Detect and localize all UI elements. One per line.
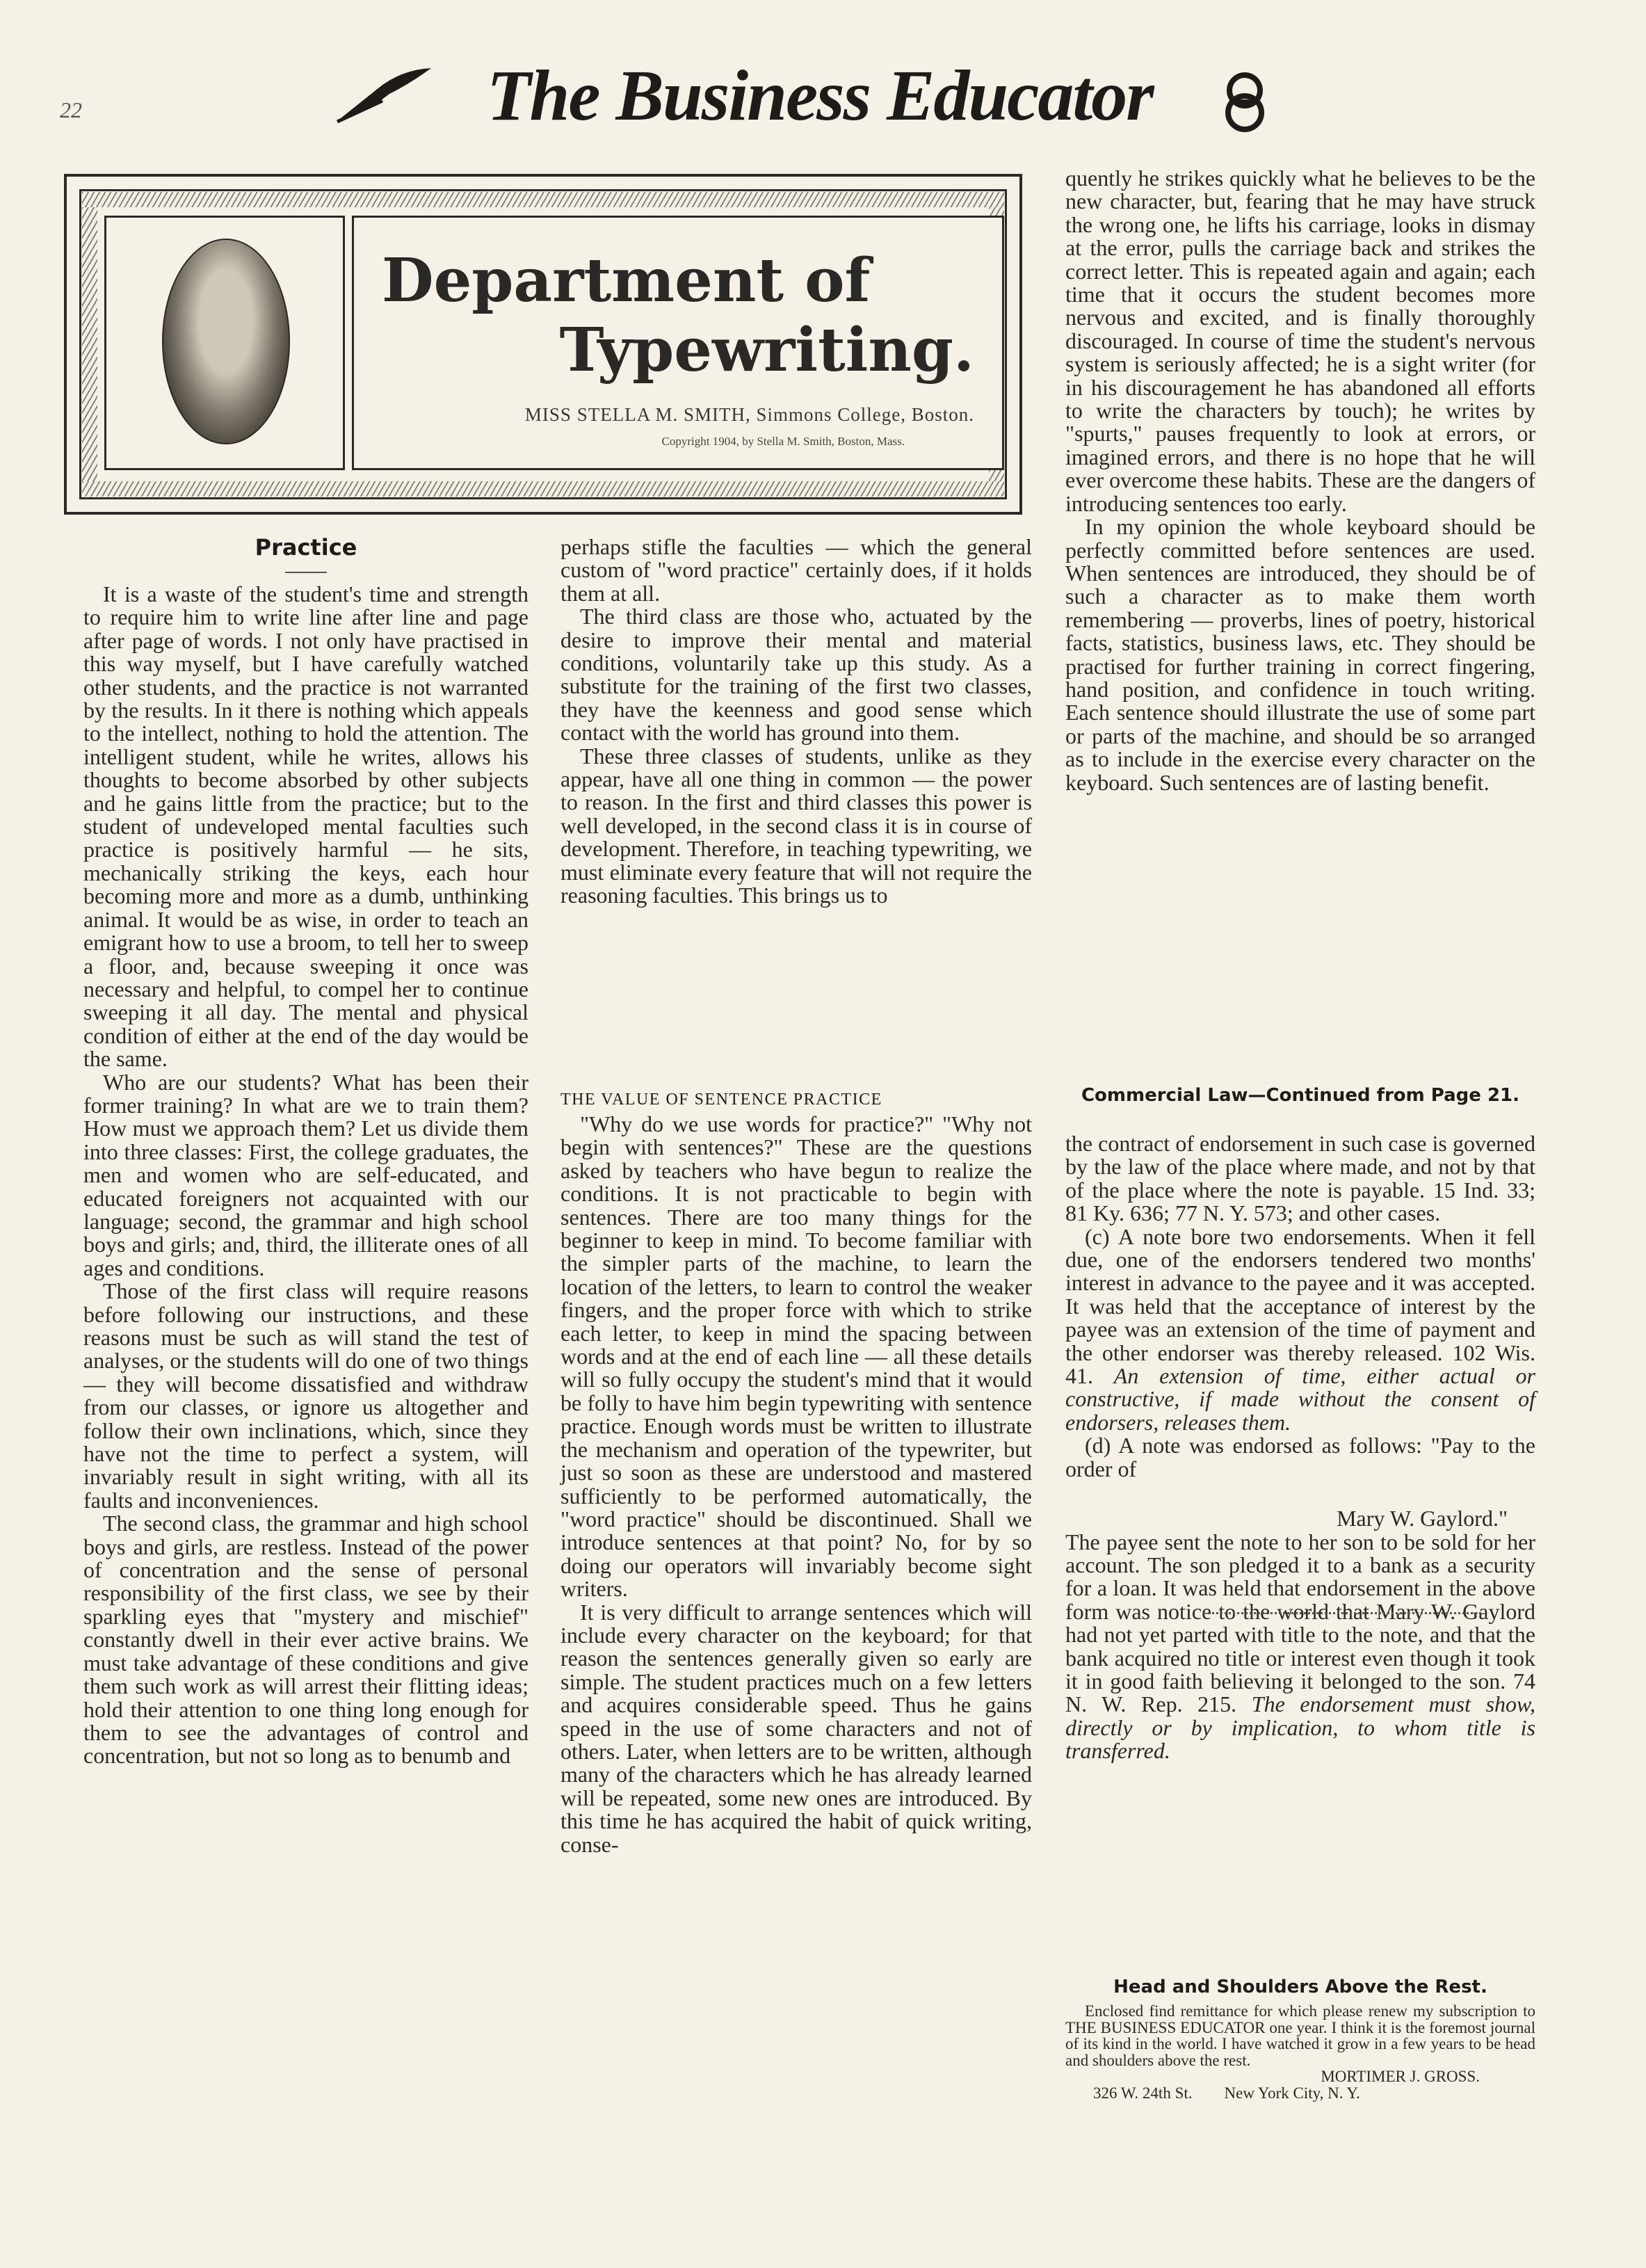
letter-text: Enclosed find remittance for which please renew my subscription to THE BUSINESS EDUCATOR one year. I think it is the foremost journal of its kind in the world. I have watched it grow in a few years to be head and shoulders above the rest. — [1065, 2002, 1535, 2069]
paragraph: perhaps stifle the faculties — which the general custom of "word practice" certainly does, if it holds them at all. — [560, 534, 1032, 606]
practice-heading: Practice — [255, 534, 357, 561]
page-number: 22 — [60, 97, 82, 122]
paragraph-italic: An extension of time, either actual or constructive, if made without the consent of endorsers, releases them. — [1065, 1363, 1536, 1435]
dotted-rule — [1203, 1612, 1481, 1614]
letter-body — [1065, 2003, 1535, 2102]
column-1 — [83, 583, 529, 1768]
title-frame — [352, 216, 1004, 470]
author-byline: MISS STELLA M. SMITH, Simmons College, Boston. — [524, 404, 974, 425]
paragraph: the contract of endorsement in such case is governed by the law of the place where made, and not by that of the place where the note is payable. 15 Ind. 33; 81 Ky. 636; 77 N. Y. 573; and other cases. — [1065, 1131, 1535, 1226]
paragraph: Those of the first class will require reasons before following our instructions, and these reasons must be such as will stand the test of analyses, or the students will do one of two things — they will become dissatisfied and withdraw from our classes, or ignore us altogether and follow their own inclinations, which, since they have not the time to perfect a system, will invariably result in sight writing, with all its faults and inconveniences. — [83, 1278, 529, 1513]
copyright-notice: Copyright 1904, by Stella M. Smith, Boston, Mass. — [661, 435, 905, 448]
sentence-practice-heading: THE VALUE OF SENTENCE PRACTICE — [560, 1091, 882, 1109]
column-2-top — [560, 536, 1032, 908]
paragraph: (d) A note was endorsed as follows: "Pay to the order of — [1065, 1433, 1535, 1481]
commercial-law-heading: Commercial Law—Continued from Page 21. — [1081, 1085, 1520, 1106]
paragraph-italic: The endorsement must show, directly or by implication, to whom title is transferred. — [1065, 1691, 1535, 1764]
paragraph: In my opinion the whole keyboard should be perfectly committed before sentences are used. When sentences are introduced, they should be of such a character as to make them worth remembering — proverbs, lines of poetry, historical facts, statistics, business laws, etc. They should be practised for further training in correct fingering, hand position, and confidence in touch writing. Each sentence should illustrate the use of some part or parts of the machine, and should be so arranged as to include in the exercise every character on the keyboard. Such sentences are of lasting benefit. — [1065, 514, 1535, 795]
monogram-icon — [1217, 70, 1273, 132]
publication-title: The Business Educator — [487, 56, 1153, 136]
paragraph — [1065, 1225, 1535, 1435]
paragraph: Who are our students? What has been their former training? In what are we to train them? How must we approach them? Let us divide them into three classes: First, the college graduates, the men and women who are self-educated, and educated foreigners not acquainted with our language; second, the grammar and high school boys and girls; and, third, the illiterate ones of all ages and conditions. — [83, 1069, 529, 1280]
paragraph: It is a waste of the student's time and strength to require him to write line after line and page after page of words. I not only have practised in this way myself, but I have carefully watched other students, and the practice is not warranted by the results. In it there is nothing which appeals to the intellect, nothing to hold the attention. The intelligent student, while he writes, allows his thoughts to become absorbed by other subjects and he gains little from the practice; but to the student of undeveloped mental faculties such practice is positively harmful — he sits, mechanically striking the keys, each hour becoming more and more as a dumb, unthinking animal. It would be as wise, in order to teach an emigrant how to use a broom, to tell her to sweep a floor, and, because sweeping it once was necessary and helpful, to compel her to continue sweeping it all day. The mental and physical condition of either at the end of the day would be the same. — [83, 581, 529, 1072]
letter-heading: Head and Shoulders Above the Rest. — [1113, 1977, 1487, 1997]
paragraph: The second class, the grammar and high school boys and girls, are restless. Instead of the power of concentration and the sense of personal responsibility of the first class, we see by their sparkling eyes that "mystery and mischief" constantly dwell in their ever active brains. We must take advantage of these conditions and give them such work as will arrest their flitting ideas; hold their attention to one thing long enough for them to see the advantages of control and concentration, but not so long as to benumb and — [83, 1511, 529, 1769]
column-3-top — [1065, 167, 1535, 794]
column-3-middle — [1065, 1132, 1535, 1763]
endorsement-name: Mary W. Gaylord." — [1337, 1506, 1508, 1531]
quill-icon — [334, 63, 438, 125]
department-title-line2: Typewriting. — [559, 315, 974, 385]
paragraph: "Why do we use words for practice?" "Why not begin with sentences?" These are the questions asked by teachers who have begun to realize the conditions. It is not practicable to begin with sentences. There are too many things for the beginner to keep in mind. To become familiar with the simpler parts of the machine, to learn the location of the letters, to learn to control the weaker fingers, and the proper force with which to strike each letter, to keep in mind the spacing between words and at the end of each line — all these details will so fully occupy the student's mind that it would be folly to have him begin typewriting with sentence practice. Enough words must be written to illustrate the mechanism and operation of the typewriter, but just so soon as these are understood and mastered sufficiently to be performed automatically, the "word practice" should be discontinued. Shall we introduce sentences at that point? No, for by so doing our operators will invariably become sight writers. — [560, 1111, 1032, 1602]
paragraph-text: (c) A note bore two endorsements. When it fell due, one of the endorsers tendered two months' interest in advance to the payee and it was accepted. It was held that the acceptance of interest by the payee was an extension of the time of payment and the other endorser was thereby released. 102 Wis. 41. — [1065, 1223, 1535, 1389]
paragraph: It is very difficult to arrange sentences which will include every character on the keyboard; for that reason the sentences generally given so early are simple. The student practices much on a few letters and acquires considerable speed. Thus he gains speed in the use of some characters and not of others. Later, when letters are to be written, although many of the characters which he has already learned will be repeated, some new ones are introduced. By this time he has acquired the habit of quick writing, conse- — [560, 1599, 1032, 1857]
paragraph: The third class are those who, actuated by the desire to improve their mental and material conditions, voluntarily take up this study. As a substitute for the training of the first two classes, they have the keenness and good sense which contact with the world has ground into them. — [560, 604, 1032, 746]
paragraph — [1065, 1531, 1535, 1763]
heading-rule — [285, 572, 327, 573]
department-title-line1: Department of — [382, 246, 871, 316]
letter-address: 326 W. 24th St. New York City, N. Y. — [1093, 2084, 1360, 2102]
column-2-bottom — [560, 1113, 1032, 1856]
paragraph: These three classes of students, unlike as they appear, have all one thing in common — the power to reason. In the first and third classes this power is well developed, in the second class it is in course of development. Therefore, in teaching typewriting, we must eliminate every feature that will not require the reasoning faculties. This brings us to — [560, 743, 1032, 908]
author-portrait — [162, 239, 290, 444]
paragraph: quently he strikes quickly what he believes to be the new character, but, fearing that he may have struck the wrong one, he lifts his carriage, looks in dismay at the error, pulls the carriage back and strikes the correct letter. This is repeated again and again; each time that it occurs the student becomes more nervous and excited, and is finally thoroughly discouraged. In course of time the student's nervous system is seriously affected; he is a sight writer (for in his discouragement he has abandoned all efforts to write the characters by touch); he writes by "spurts," pauses frequently to look at errors, or imagined errors, and there is no hope that he will ever overcome these habits. These are the dangers of introducing sentences too early. — [1065, 166, 1535, 516]
paragraph-text: The payee sent the note to her son to be sold for her account. The son pledged it to a bank as a security for a loan. It was held that endorsement in the above form was notice to the world that Mary W. Gaylord had not yet parted with title to the note, and that the bank acquired no title or interest even though it took it in good faith believing it belonged to the son. 74 N. W. Rep. 215. — [1065, 1529, 1535, 1717]
department-header — [64, 174, 1022, 515]
portrait-frame — [104, 216, 345, 470]
letter-signature: MORTIMER J. GROSS. — [1321, 2068, 1480, 2085]
